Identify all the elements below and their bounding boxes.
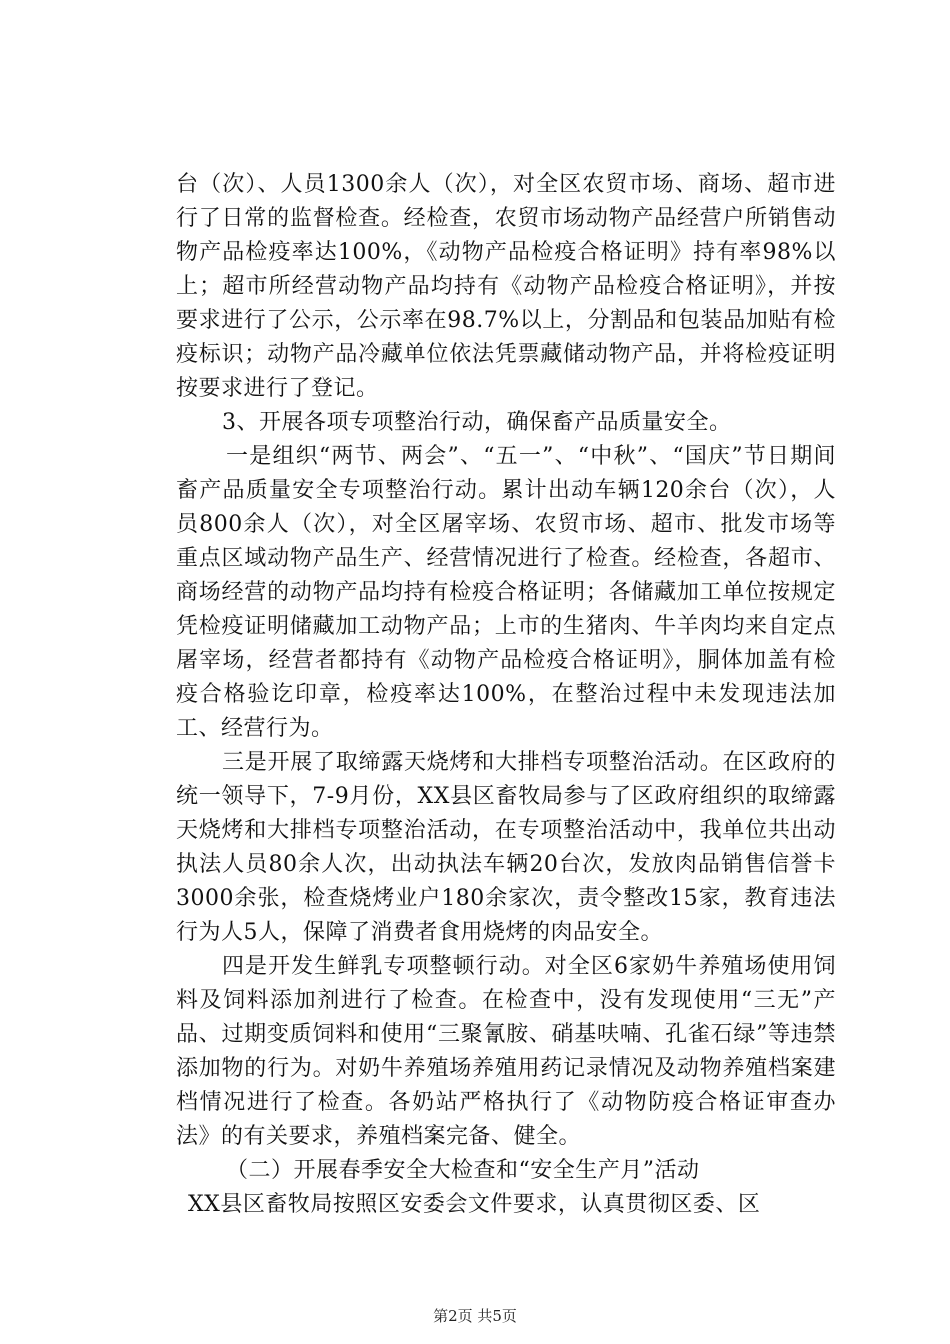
paragraph: XX县区畜牧局按照区安委会文件要求，认真贯彻区委、区 bbox=[188, 1192, 761, 1217]
page-footer: 第2页 共5页 bbox=[433, 1307, 517, 1325]
body-text bbox=[176, 168, 836, 1222]
paragraph: 三是开展了取缔露天烧烤和大排档专项整治活动。在区政府的统一领导下，7-9月份，XX县区畜牧局参与了区政府组织的取缔露天烧烤和大排档专项整治活动，在专项整治活动中，我单位共出动执法人员80余人次，出动执法车辆20台次，发放肉品销售信誉卡3000余张，检查烧烤业户180余家次，责令整改15家，教育违法行为人5人，保障了消费者食用烧烤的肉品安全。 bbox=[176, 750, 836, 945]
section-heading: （二）开展春季安全大检查和“安全生产月”活动 bbox=[226, 1158, 700, 1183]
paragraph: 3、开展各项专项整治行动，确保畜产品质量安全。 bbox=[222, 410, 732, 435]
paragraph: 一是组织“两节、两会”、“五一”、“中秋”、“国庆”节日期间畜产品质量安全专项整治行动。累计出动车辆120余台（次），人员800余人（次），对全区屠宰场、农贸市场、超市、批发市场等重点区域动物产品生产、经营情况进行了检查。经检查，各超市、商场经营的动物产品均持有检疫合格证明；各储藏加工单位按规定凭检疫证明储藏加工动物产品；上市的生猪肉、牛羊肉均来自定点屠宰场，经营者都持有《动物产品检疫合格证明》，胴体加盖有检疫合格验讫印章，检疫率达100%，在整治过程中未发现违法加工、经营行为。 bbox=[176, 444, 836, 741]
paragraph: 台（次）、人员1300余人（次），对全区农贸市场、商场、超市进行了日常的监督检查。经检查，农贸市场动物产品经营户所销售动物产品检疫率达100%，《动物产品检疫合格证明》持有率98%以上；超市所经营动物产品均持有《动物产品检疫合格证明》，并按要求进行了公示，公示率在98.7%以上，分割品和包装品加贴有检疫标识；动物产品冷藏单位依法凭票藏储动物产品，并将检疫证明按要求进行了登记。 bbox=[176, 172, 836, 401]
paragraph: 四是开发生鲜乳专项整顿行动。对全区6家奶牛养殖场使用饲料及饲料添加剂进行了检查。在检查中，没有发现使用“三无”产品、过期变质饲料和使用“三聚氰胺、硝基呋喃、孔雀石绿”等违禁添加物的行为。对奶牛养殖场养殖用药记录情况及动物养殖档案建档情况进行了检查。各奶站严格执行了《动物防疫合格证审查办法》的有关要求，养殖档案完备、健全。 bbox=[176, 954, 836, 1149]
